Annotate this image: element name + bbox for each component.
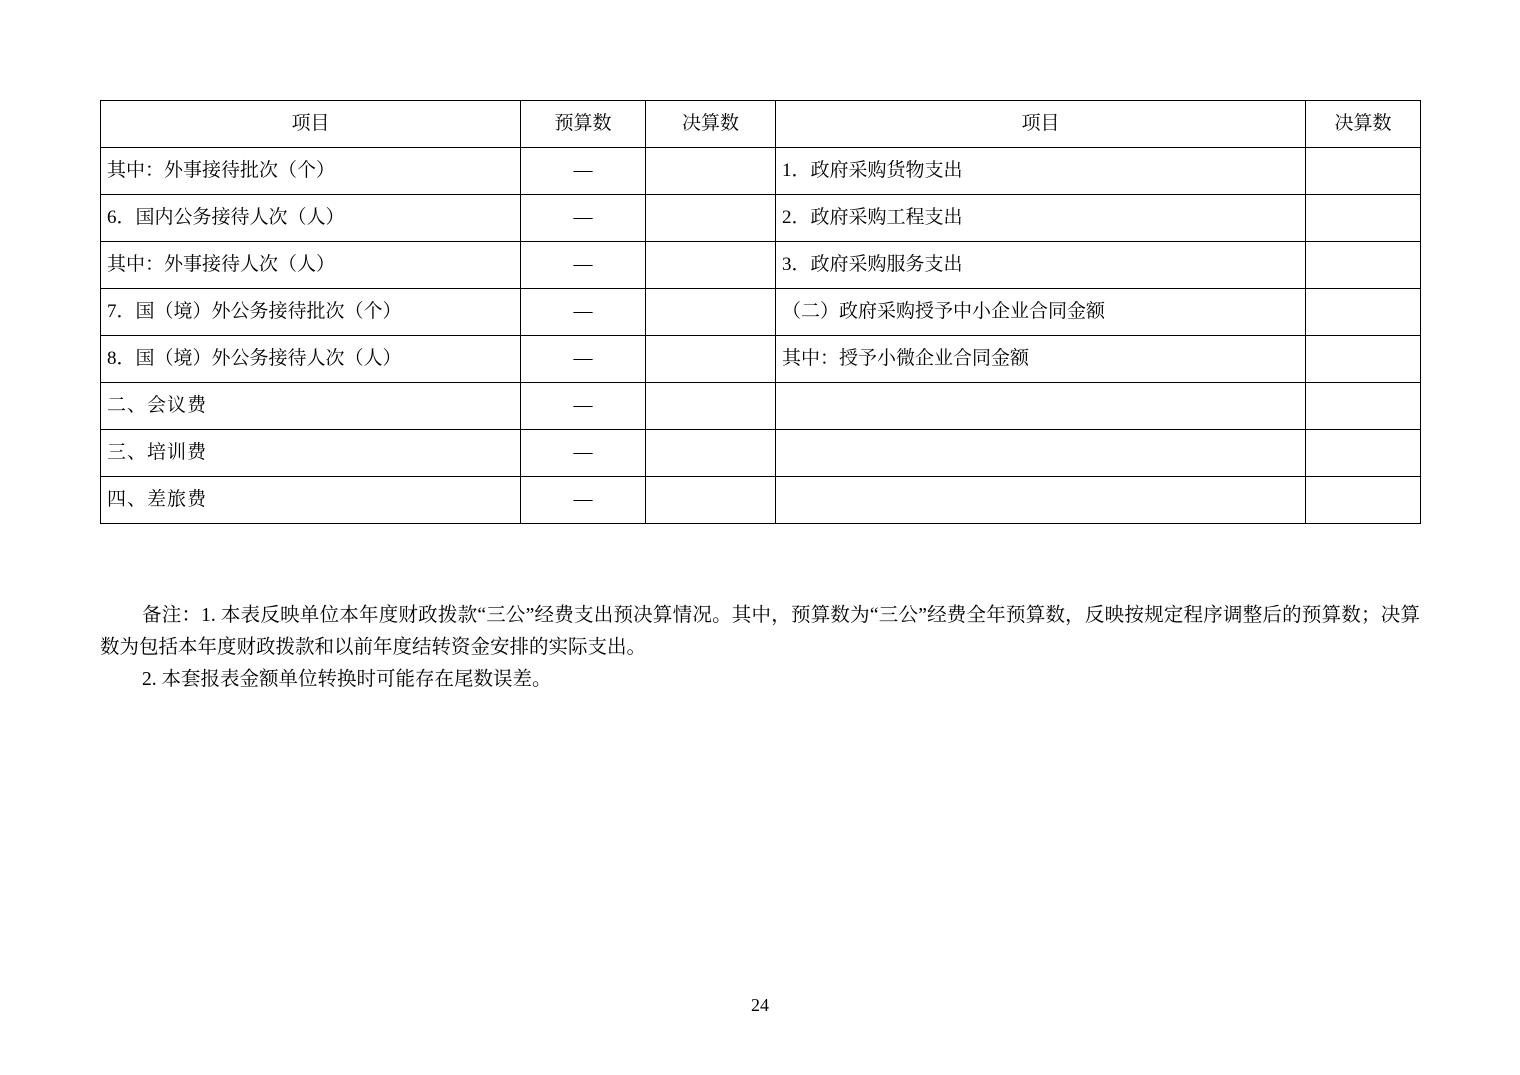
cell-item-left: 三、培训费 xyxy=(101,430,521,477)
table-notes xyxy=(100,600,1420,697)
cell-item-left: 7．国（境）外公务接待批次（个） xyxy=(101,289,521,336)
table-row xyxy=(101,336,1421,383)
table-row xyxy=(101,430,1421,477)
cell-final-value-right xyxy=(1306,242,1421,289)
cell-final-value xyxy=(646,430,776,477)
header-cell-item-left: 项目 xyxy=(101,101,521,148)
header-cell-item-right: 项目 xyxy=(776,101,1306,148)
cell-final-value xyxy=(646,477,776,524)
header-cell-final: 决算数 xyxy=(646,101,776,148)
cell-item-right xyxy=(776,430,1306,477)
cell-budget-value: — xyxy=(521,477,646,524)
cell-budget-value: — xyxy=(521,336,646,383)
cell-item-left: 6．国内公务接待人次（人） xyxy=(101,195,521,242)
cell-item-right: （二）政府采购授予中小企业合同金额 xyxy=(776,289,1306,336)
budget-table-container xyxy=(100,100,1420,524)
cell-item-right: 3．政府采购服务支出 xyxy=(776,242,1306,289)
cell-item-right: 其中：授予小微企业合同金额 xyxy=(776,336,1306,383)
cell-final-value xyxy=(646,148,776,195)
cell-final-value-right xyxy=(1306,477,1421,524)
cell-final-value xyxy=(646,242,776,289)
cell-item-right: 1．政府采购货物支出 xyxy=(776,148,1306,195)
cell-item-left: 二、会议费 xyxy=(101,383,521,430)
budget-table xyxy=(100,100,1421,524)
table-row xyxy=(101,289,1421,336)
header-cell-final-right: 决算数 xyxy=(1306,101,1421,148)
cell-final-value-right xyxy=(1306,430,1421,477)
cell-budget-value: — xyxy=(521,383,646,430)
table-row xyxy=(101,148,1421,195)
table-row xyxy=(101,477,1421,524)
cell-item-right xyxy=(776,383,1306,430)
cell-final-value xyxy=(646,383,776,430)
cell-final-value-right xyxy=(1306,148,1421,195)
cell-item-left: 8．国（境）外公务接待人次（人） xyxy=(101,336,521,383)
cell-item-left: 四、差旅费 xyxy=(101,477,521,524)
header-cell-budget: 预算数 xyxy=(521,101,646,148)
page-number: 24 xyxy=(751,995,769,1015)
table-row xyxy=(101,383,1421,430)
cell-budget-value: — xyxy=(521,242,646,289)
cell-budget-value: — xyxy=(521,148,646,195)
cell-budget-value: — xyxy=(521,289,646,336)
cell-item-left: 其中：外事接待人次（人） xyxy=(101,242,521,289)
table-header-row xyxy=(101,101,1421,148)
table-row xyxy=(101,195,1421,242)
table-row xyxy=(101,242,1421,289)
cell-final-value xyxy=(646,289,776,336)
cell-final-value xyxy=(646,336,776,383)
note-line-1: 备注：1. 本表反映单位本年度财政拨款“三公”经费支出预决算情况。其中，预算数为“三公”经费全年预算数，反映按规定程序调整后的预算数；决算数为包括本年度财政拨款和以前年度结转资金安排的实际支出。 xyxy=(100,605,1420,659)
cell-final-value xyxy=(646,195,776,242)
cell-final-value-right xyxy=(1306,195,1421,242)
cell-budget-value: — xyxy=(521,430,646,477)
cell-final-value-right xyxy=(1306,336,1421,383)
cell-final-value-right xyxy=(1306,383,1421,430)
cell-item-right xyxy=(776,477,1306,524)
cell-item-left: 其中：外事接待批次（个） xyxy=(101,148,521,195)
cell-final-value-right xyxy=(1306,289,1421,336)
note-line-2: 2. 本套报表金额单位转换时可能存在尾数误差。 xyxy=(142,669,552,691)
cell-budget-value: — xyxy=(521,195,646,242)
cell-item-right: 2．政府采购工程支出 xyxy=(776,195,1306,242)
